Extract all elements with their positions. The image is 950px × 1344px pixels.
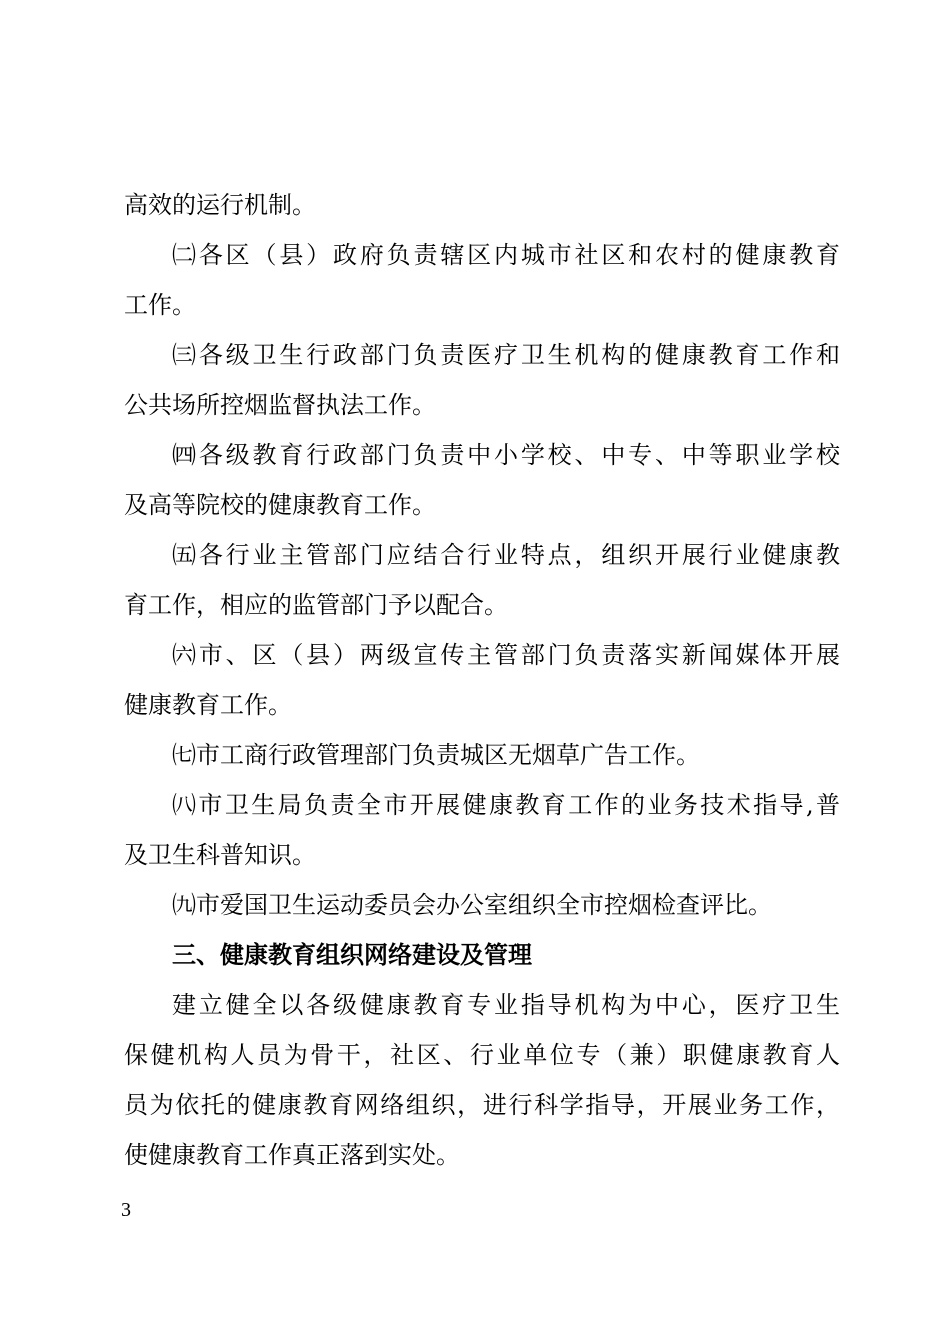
- item-3-line-1: ㈢各级卫生行政部门负责医疗卫生机构的健康教育工作和: [172, 341, 840, 369]
- item-5-line-1: ㈤各行业主管部门应结合行业特点，组织开展行业健康教: [172, 541, 840, 569]
- item-3-line-2: 公共场所控烟监督执法工作。: [124, 391, 436, 419]
- item-2-line-1: ㈡各区（县）政府负责辖区内城市社区和农村的健康教育: [172, 241, 840, 269]
- item-5-line-2: 育工作，相应的监管部门予以配合。: [124, 591, 508, 619]
- section-heading: 三、健康教育组织网络建设及管理: [172, 941, 532, 969]
- item-4-line-1: ㈣各级教育行政部门负责中小学校、中专、中等职业学校: [172, 441, 840, 469]
- item-2-line-2: 工作。: [124, 291, 196, 319]
- item-8-line-1: ㈧市卫生局负责全市开展健康教育工作的业务技术指导,普: [172, 791, 840, 819]
- text-line-continuation: 高效的运行机制。: [124, 191, 316, 219]
- item-6-line-2: 健康教育工作。: [124, 691, 292, 719]
- page-number: 3: [121, 1199, 131, 1221]
- paragraph-line-4: 使健康教育工作真正落到实处。: [124, 1141, 460, 1169]
- paragraph-line-2: 保健机构人员为骨干，社区、行业单位专（兼）职健康教育人: [124, 1041, 840, 1069]
- paragraph-line-3: 员为依托的健康教育网络组织，进行科学指导，开展业务工作，: [124, 1091, 840, 1119]
- item-9-line-1: ㈨市爱国卫生运动委员会办公室组织全市控烟检查评比。: [172, 891, 772, 919]
- item-6-line-1: ㈥市、区（县）两级宣传主管部门负责落实新闻媒体开展: [172, 641, 840, 669]
- paragraph-line-1: 建立健全以各级健康教育专业指导机构为中心，医疗卫生: [172, 991, 840, 1019]
- item-4-line-2: 及高等院校的健康教育工作。: [124, 491, 436, 519]
- item-8-line-2: 及卫生科普知识。: [124, 841, 316, 869]
- item-7-line-1: ㈦市工商行政管理部门负责城区无烟草广告工作。: [172, 741, 700, 769]
